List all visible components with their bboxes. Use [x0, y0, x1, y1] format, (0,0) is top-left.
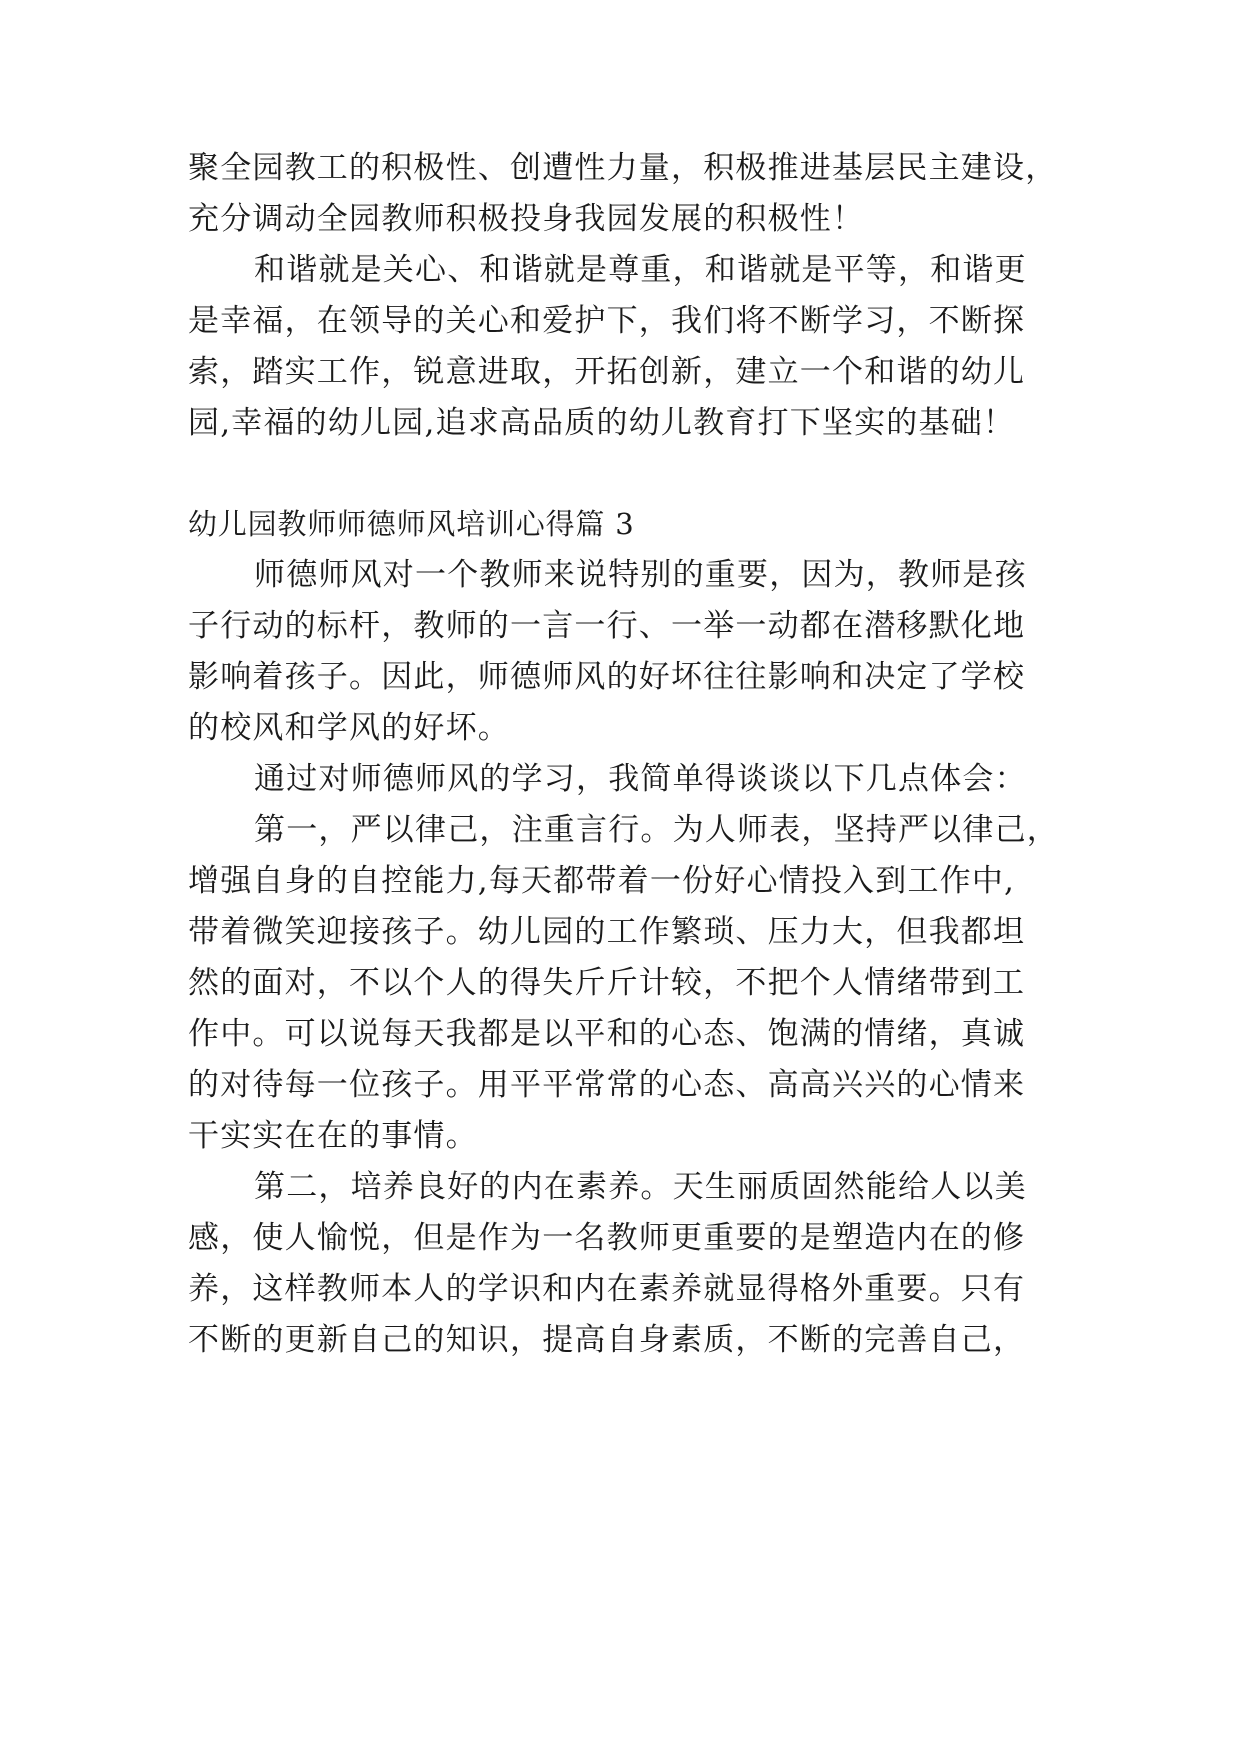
text-line: 聚全园教工的积极性、创遭性力量，积极推进基层民主建设， — [188, 150, 1058, 186]
text-line: 感，使人愉悦，但是作为一名教师更重要的是塑造内在的修 — [188, 1220, 1026, 1256]
text-line: 然的面对，不以个人的得失斤斤计较，不把个人情绪带到工 — [188, 965, 1026, 1001]
text-line: 的对待每一位孩子。用平平常常的心态、高高兴兴的心情来 — [188, 1067, 1026, 1103]
text-line: 作中。可以说每天我都是以平和的心态、饱满的情绪，真诚 — [188, 1016, 1026, 1052]
text-line: 带着微笑迎接孩子。幼儿园的工作繁琐、压力大，但我都坦 — [188, 914, 1026, 950]
text-line: 养，这样教师本人的学识和内在素养就显得格外重要。只有 — [188, 1271, 1026, 1307]
text-line: 第二，培养良好的内在素养。天生丽质固然能给人以美 — [254, 1169, 1027, 1205]
text-line: 的校风和学风的好坏。 — [188, 710, 510, 746]
text-line: 园,幸福的幼儿园,追求高品质的幼儿教育打下坚实的基础！ — [188, 405, 1016, 441]
text-line: 增强自身的自控能力,每天都带着一份好心情投入到工作中, — [188, 863, 1016, 899]
text-line: 子行动的标杆，教师的一言一行、一举一动都在潜移默化地 — [188, 608, 1026, 644]
text-line: 充分调动全园教师积极投身我园发展的积极性！ — [188, 201, 865, 237]
text-line: 是幸福，在领导的关心和爱护下，我们将不断学习，不断探 — [188, 303, 1026, 339]
text-line: 通过对师德师风的学习，我简单得谈谈以下几点体会： — [254, 761, 1027, 797]
text-line: 索，踏实工作，锐意进取，开拓创新，建立一个和谐的幼儿 — [188, 354, 1026, 390]
text-line: 不断的更新自己的知识，提高自身素质，不断的完善自己， — [188, 1322, 1026, 1358]
text-line: 影响着孩子。因此，师德师风的好坏往往影响和决定了学校 — [188, 659, 1026, 695]
text-line: 第一，严以律己，注重言行。为人师表，坚持严以律己， — [254, 812, 1059, 848]
text-line: 干实实在在的事情。 — [188, 1118, 478, 1154]
section-heading: 幼儿园教师师德师风培训心得篇 3 — [188, 507, 635, 541]
text-line: 和谐就是关心、和谐就是尊重，和谐就是平等，和谐更 — [254, 252, 1027, 288]
text-line: 师德师风对一个教师来说特别的重要，因为，教师是孩 — [254, 557, 1027, 593]
